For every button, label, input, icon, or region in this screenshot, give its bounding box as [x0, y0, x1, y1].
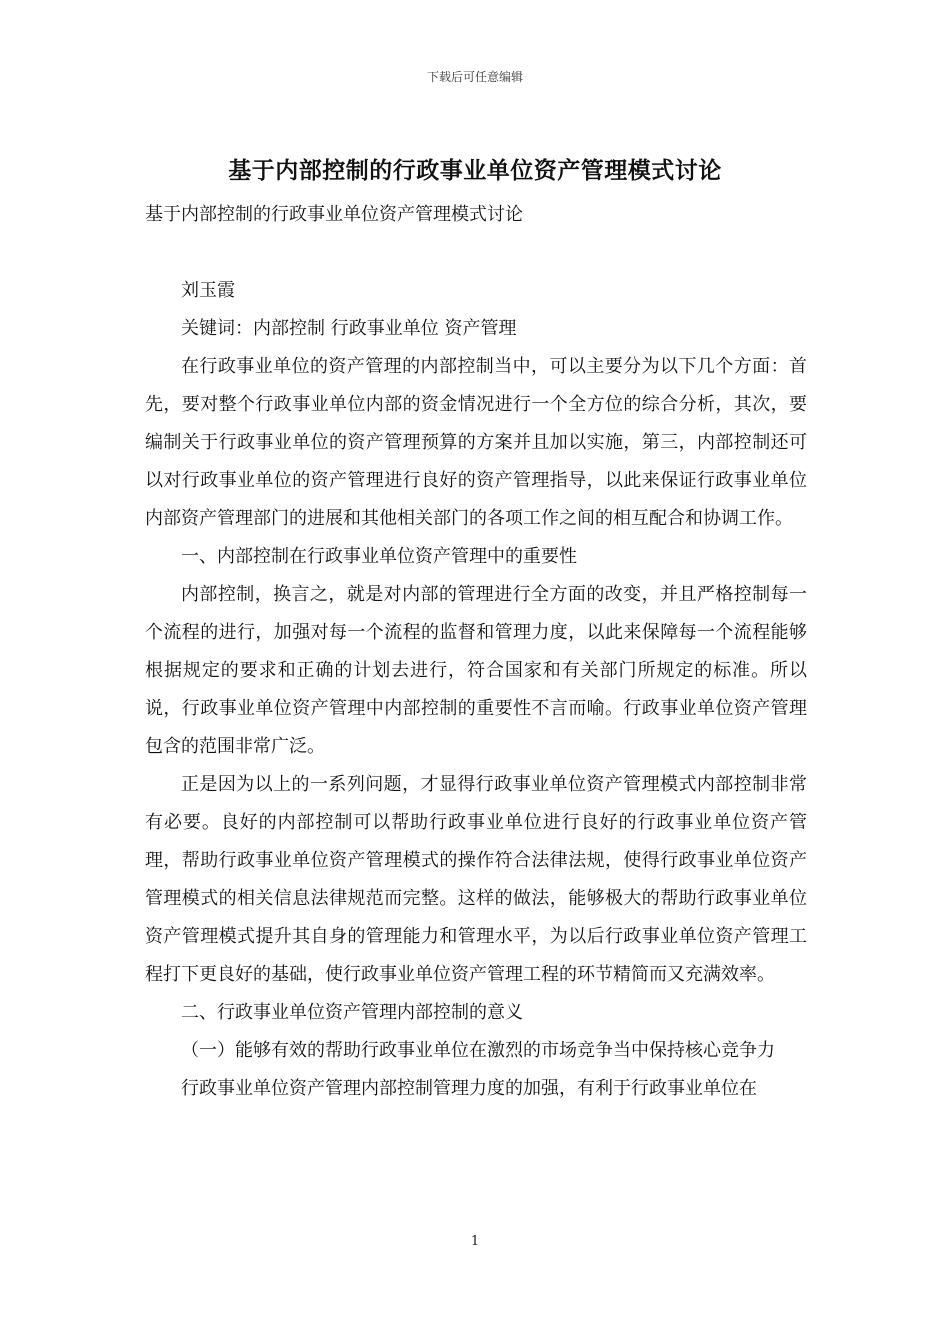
body-paragraph: 在行政事业单位的资产管理的内部控制当中，可以主要分为以下几个方面：首先，要对整个行政事业单位内部的资金情况进行一个全方位的综合分析，其次，要编制关于行政事业单位的资产管理预算的方案并且加以实施，第三，内部控制还可以对行政事业单位的资产管理进行良好的资产管理指导，以此来保证行政事业单位内部资产管理部门的进展和其他相关部门的各项工作之间的相互配合和协调工作。 — [145, 356, 807, 529]
document-body — [145, 196, 807, 1108]
keywords-line: 关键词：内部控制 行政事业单位 资产管理 — [181, 318, 517, 339]
page-number: 1 — [470, 1234, 480, 1249]
body-paragraph: 行政事业单位资产管理内部控制管理力度的加强，有利于行政事业单位在 — [181, 1078, 757, 1099]
document-subtitle: 基于内部控制的行政事业单位资产管理模式讨论 — [145, 204, 523, 225]
subsection-heading: （一）能够有效的帮助行政事业单位在激烈的市场竞争当中保持核心竞争力 — [181, 1040, 775, 1061]
document-title: 基于内部控制的行政事业单位资产管理模式讨论 — [228, 157, 722, 184]
section-heading: 二、行政事业单位资产管理内部控制的意义 — [181, 1002, 523, 1023]
body-paragraph: 正是因为以上的一系列问题，才显得行政事业单位资产管理模式内部控制非常有必要。良好的内部控制可以帮助行政事业单位进行良好的行政事业单位资产管理，帮助行政事业单位资产管理模式的操作符合法律法规，使得行政事业单位资产管理模式的相关信息法律规范而完整。这样的做法，能够极大的帮助行政事业单位资产管理模式提升其自身的管理能力和管理水平，为以后行政事业单位资产管理工程打下更良好的基础，使行政事业单位资产管理工程的环节精简而又充满效率。 — [145, 774, 807, 985]
author-line: 刘玉霞 — [181, 280, 235, 301]
body-paragraph: 内部控制，换言之，就是对内部的管理进行全方面的改变，并且严格控制每一个流程的进行，加强对每一个流程的监督和管理力度，以此来保障每一个流程能够根据规定的要求和正确的计划去进行，符合国家和有关部门所规定的标准。所以说，行政事业单位资产管理中内部控制的重要性不言而喻。行政事业单位资产管理包含的范围非常广泛。 — [145, 584, 807, 757]
section-heading: 一、内部控制在行政事业单位资产管理中的重要性 — [181, 546, 577, 567]
blank-line — [145, 234, 807, 272]
header-note: 下载后可任意编辑 — [426, 70, 523, 84]
